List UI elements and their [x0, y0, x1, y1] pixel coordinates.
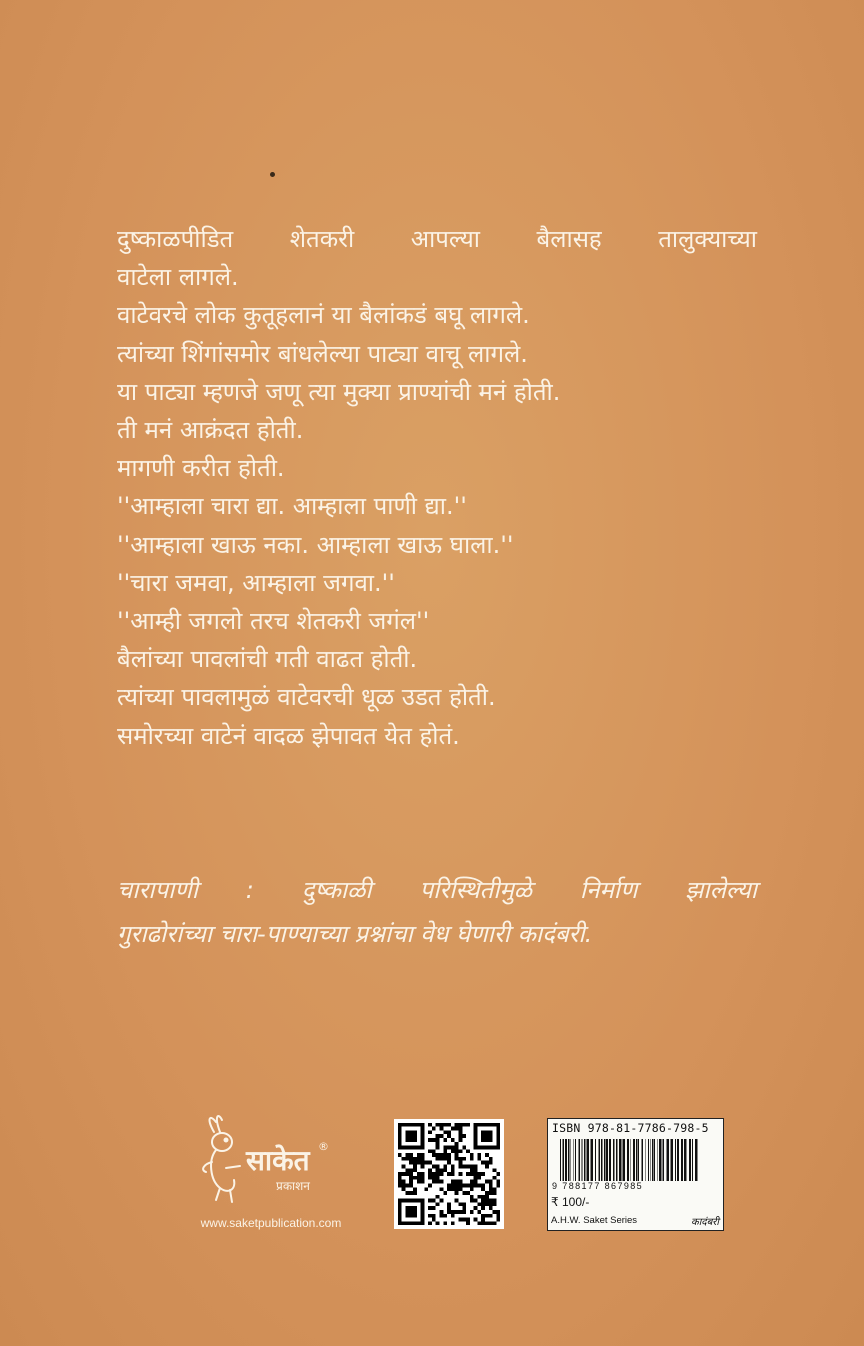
logo-subtext: प्रकाशन [276, 1179, 310, 1193]
barcode [558, 1139, 698, 1181]
logo-wordmark: साकेत [246, 1144, 310, 1177]
publisher-website: www.saketpublication.com [200, 1216, 342, 1230]
blurb-line: ''आम्ही जगलो तरच शेतकरी जगंल'' [117, 607, 430, 636]
price: ₹ 100/- [551, 1195, 590, 1209]
blurb-line: ''आम्हाला खाऊ नका. आम्हाला खाऊ घाला.'' [117, 530, 514, 559]
tagline-line: गुराढोरांच्या चारा-पाण्याच्या प्रश्नांचा वेध घेणारी कादंबरी. [117, 920, 593, 948]
blurb-line: बैलांच्या पावलांची गती वाढत होती. [117, 645, 418, 674]
tagline-line: चारापाणी : दुष्काळी परिस्थितीमुळे निर्माण झालेल्या [117, 876, 757, 904]
isbn-number: ISBN 978-81-7786-798-5 [552, 1121, 709, 1135]
series-name: A.H.W. Saket Series [551, 1215, 638, 1226]
blurb-line: वाटेला लागले. [117, 263, 239, 292]
qr-code [394, 1119, 504, 1229]
barcode-digits: 9 788177 867985 [552, 1181, 644, 1191]
blurb-line: ''आम्हाला चारा द्या. आम्हाला पाणी द्या.'' [117, 492, 467, 521]
blurb-line: मागणी करीत होती. [117, 454, 285, 483]
blurb-line: समोरच्या वाटेनं वादळ झेपावत येत होतं. [117, 721, 460, 750]
publisher-logo [196, 1110, 336, 1210]
blurb-line: त्यांच्या शिंगांसमोर बांधलेल्या पाट्या वाचू लागले. [117, 339, 528, 368]
rabbit-icon [203, 1116, 240, 1202]
blurb-line: त्यांच्या पावलामुळं वाटेवरची धूळ उडत होती. [117, 683, 496, 712]
blurb-line: ती मनं आक्रंदत होती. [117, 416, 304, 445]
genre-label: कादंबरी [691, 1217, 719, 1228]
blurb-line: दुष्काळपीडित शेतकरी आपल्या बैलासह तालुक्याच्या [117, 225, 757, 253]
ink-dot [270, 172, 275, 177]
book-tagline [117, 868, 757, 956]
back-cover-blurb [117, 220, 757, 755]
blurb-line: ''चारा जमवा, आम्हाला जगवा.'' [117, 568, 395, 597]
blurb-line: या पाट्या म्हणजे जणू त्या मुक्या प्राण्यांची मनं होती. [117, 377, 561, 406]
registered-mark: ® [318, 1140, 329, 1153]
isbn-price-box [547, 1118, 724, 1231]
blurb-line: वाटेवरचे लोक कुतूहलानं या बैलांकडं बघू लागले. [117, 301, 530, 330]
